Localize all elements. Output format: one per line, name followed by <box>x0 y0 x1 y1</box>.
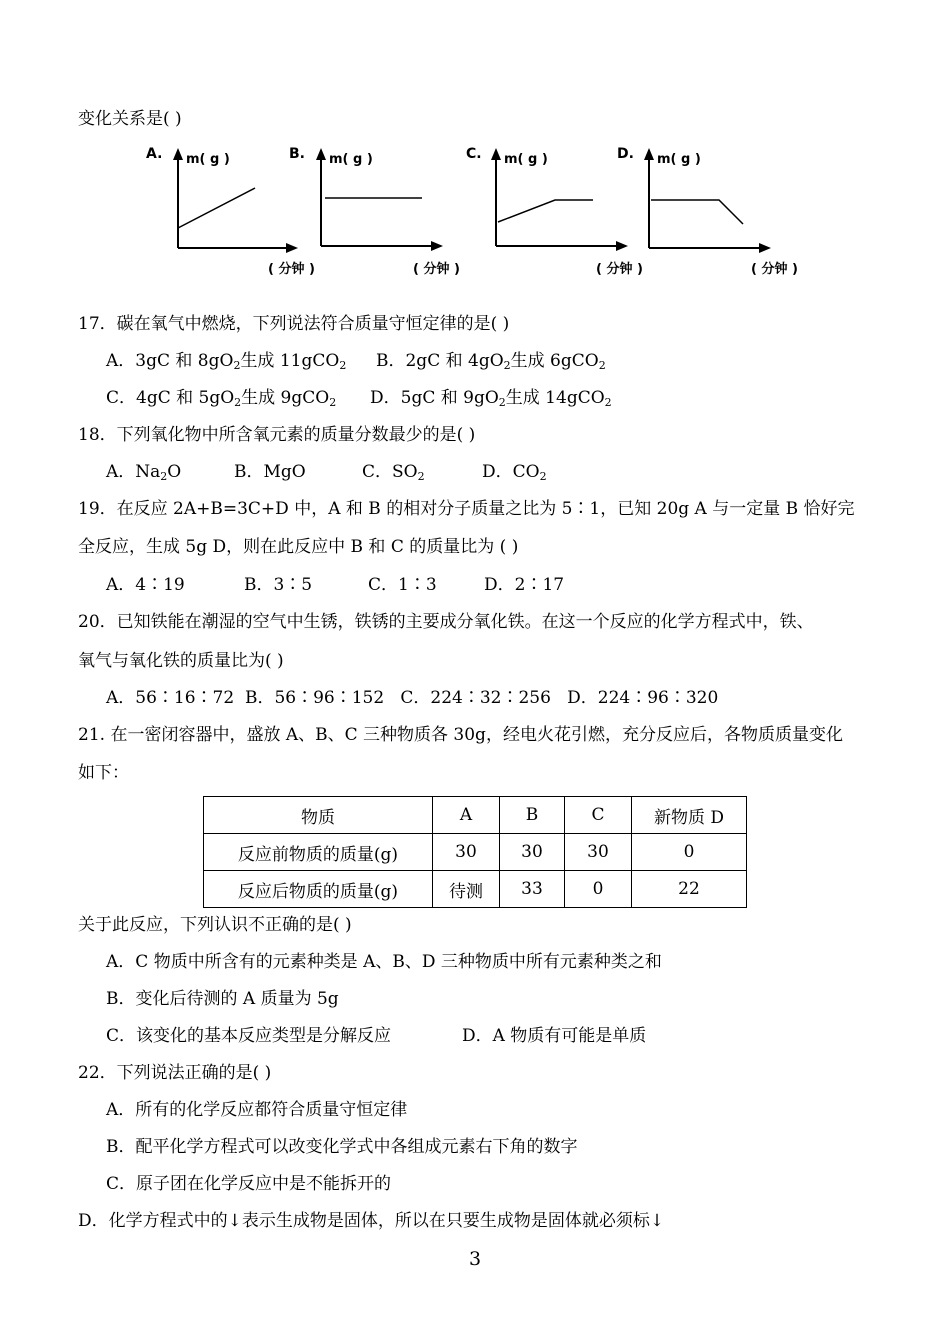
graph-a-y-arrow <box>173 148 183 160</box>
q18-option-c: C．$SO_2$ <box>362 462 425 483</box>
q19-stem-line2: 全反应，生成 5g D，则在此反应中 B 和 C 的质量比为 ( ) <box>78 537 519 557</box>
graph-d-curve <box>651 200 743 224</box>
table-row <box>204 834 747 871</box>
table-row <box>204 871 747 908</box>
table-cell: 30 <box>433 834 500 871</box>
q19-option-d: D．2∶17 <box>484 575 565 595</box>
q17-option-d: D．5gC 和 $9gO_2$生成 14gCO$_2$ <box>370 388 612 409</box>
q21-stem-line2: 如下： <box>78 763 129 783</box>
q17-option-b: B．2gC 和 $4gO_2$生成 6gCO$_2$ <box>376 351 606 372</box>
graph-d-letter: D. <box>617 146 634 162</box>
graph-b <box>285 140 475 285</box>
q17-option-c: C．4gC 和 $5gO_2$生成 9gCO$_2$ <box>106 388 337 409</box>
q17-stem: 17．碳在氧气中燃烧，下列说法符合质量守恒定律的是( ) <box>78 314 510 334</box>
graph-d-y-arrow <box>644 148 654 160</box>
graph-d <box>615 140 805 285</box>
table-cell: 待测 <box>433 871 500 908</box>
q18-stem: 18．下列氧化物中所含氧元素的质量分数最少的是( ) <box>78 425 476 445</box>
graph-c-xlabel: ( 分钟 ) <box>596 262 643 277</box>
graph-c-curve <box>498 200 593 222</box>
intro-text: 变化关系是( ) <box>78 109 182 129</box>
q21-stem-line1: 21. 在一密闭容器中，盛放 A、B、C 三种物质各 30g，经电火花引燃，充分反应后，各物质质量变化 <box>78 725 843 745</box>
q18-option-a: A．$Na_2O$ <box>106 462 182 483</box>
q19-stem-line1: 19．在反应 2A+B=3C+D 中，A 和 B 的相对分子质量之比为 5∶1，已知 20g A 与一定量 B 恰好完 <box>78 499 855 519</box>
graph-a-letter: A. <box>146 146 163 162</box>
q18-option-d: D．$CO_2$ <box>482 462 547 483</box>
graph-b-xlabel: ( 分钟 ) <box>413 262 460 277</box>
q21-mass-table <box>203 796 747 908</box>
graph-d-x-arrow <box>759 243 771 253</box>
q21-option-c: C．该变化的基本反应类型是分解反应 <box>106 1026 392 1046</box>
graph-c-ylabel: m( g ) <box>504 152 548 167</box>
table-header-cell: 物质 <box>204 797 433 834</box>
table-header-cell: A <box>433 797 500 834</box>
page-number: 3 <box>468 1248 482 1270</box>
q19-option-a: A．4∶19 <box>106 575 185 595</box>
graph-c-letter: C. <box>466 146 482 162</box>
graph-a-curve <box>178 188 255 228</box>
table-cell: 0 <box>632 834 747 871</box>
q21-option-d: D．A 物质有可能是单质 <box>462 1026 647 1046</box>
table-cell: 0 <box>565 871 632 908</box>
table-cell: 22 <box>632 871 747 908</box>
table-cell: 反应后物质的质量(g) <box>204 871 433 908</box>
graph-b-x-arrow <box>431 241 443 251</box>
graph-b-letter: B. <box>289 146 305 162</box>
q20-options: A．56∶16∶72 B．56∶96∶152 C．224∶32∶256 D．224∶96∶320 <box>106 688 719 708</box>
q20-stem-line2: 氧气与氧化铁的质量比为( ) <box>78 651 284 671</box>
table-cell: 33 <box>500 871 565 908</box>
q17-option-a: A．3gC 和 $8gO_2$生成 11gCO$_2$ <box>106 351 347 372</box>
graph-c-y-arrow <box>491 148 501 160</box>
table-header-cell: B <box>500 797 565 834</box>
graph-d-ylabel: m( g ) <box>657 152 701 167</box>
table-header-cell: 新物质 D <box>632 797 747 834</box>
q20-stem-line1: 20．已知铁能在潮湿的空气中生锈，铁锈的主要成分氧化铁。在这一个反应的化学方程式中，铁、 <box>78 612 814 632</box>
q21-question: 关于此反应，下列认识不正确的是( ) <box>78 915 352 935</box>
graph-a-ylabel: m( g ) <box>186 152 230 167</box>
graph-d-xlabel: ( 分钟 ) <box>751 262 798 277</box>
q22-stem: 22．下列说法正确的是( ) <box>78 1063 272 1083</box>
q22-option-b: B．配平化学方程式可以改变化学式中各组成元素右下角的数字 <box>106 1137 578 1157</box>
graph-b-y-arrow <box>316 148 326 160</box>
graph-b-ylabel: m( g ) <box>329 152 373 167</box>
graph-a-xlabel: ( 分钟 ) <box>268 262 315 277</box>
q19-option-c: C．1∶3 <box>368 575 437 595</box>
q21-option-b: B．变化后待测的 A 质量为 5g <box>106 989 339 1009</box>
q22-option-d: D．化学方程式中的↓表示生成物是固体，所以在只要生成物是固体就必须标↓ <box>78 1211 665 1231</box>
q19-option-b: B．3∶5 <box>244 575 313 595</box>
table-cell: 30 <box>565 834 632 871</box>
table-cell: 30 <box>500 834 565 871</box>
q22-option-c: C．原子团在化学反应中是不能拆开的 <box>106 1174 392 1194</box>
q21-option-a: A．C 物质中所含有的元素种类是 A、B、D 三种物质中所有元素种类之和 <box>106 952 662 972</box>
q22-option-a: A．所有的化学反应都符合质量守恒定律 <box>106 1100 408 1120</box>
table-cell: 反应前物质的质量(g) <box>204 834 433 871</box>
q18-option-b: B．MgO <box>234 462 306 482</box>
table-header-row <box>204 797 747 834</box>
table-header-cell: C <box>565 797 632 834</box>
